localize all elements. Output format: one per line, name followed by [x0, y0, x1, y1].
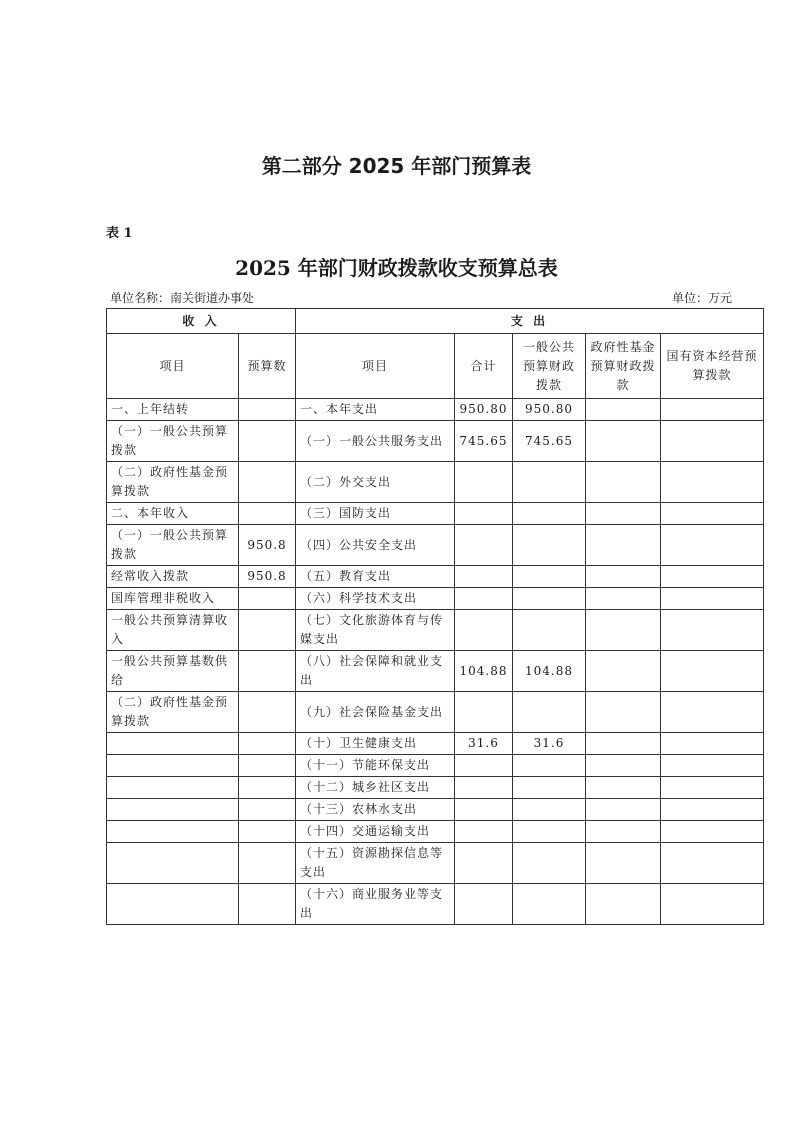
- income-item-cell: （二）政府性基金预算拨款: [107, 462, 239, 503]
- state-capital-cell: [661, 843, 764, 884]
- total-cell: [455, 503, 513, 525]
- income-item-header: 项目: [107, 334, 239, 399]
- state-capital-cell: [661, 755, 764, 777]
- expense-item-cell: （十二）城乡社区支出: [296, 777, 455, 799]
- total-cell: [455, 692, 513, 733]
- table-row: [107, 588, 764, 610]
- total-cell: [455, 610, 513, 651]
- fund-budget-cell: [586, 651, 661, 692]
- general-budget-cell: [513, 821, 586, 843]
- expense-item-header: 项目: [296, 334, 455, 399]
- fund-budget-cell: [586, 566, 661, 588]
- total-cell: [455, 566, 513, 588]
- table-row: [107, 799, 764, 821]
- fund-budget-cell: [586, 503, 661, 525]
- table-row: [107, 610, 764, 651]
- general-budget-header: 一般公共预算财政拨款: [513, 334, 586, 399]
- income-amount-cell: [239, 733, 296, 755]
- fund-budget-cell: [586, 692, 661, 733]
- expense-item-cell: （九）社会保险基金支出: [296, 692, 455, 733]
- state-capital-cell: [661, 692, 764, 733]
- general-budget-cell: 104.88: [513, 651, 586, 692]
- general-budget-cell: [513, 777, 586, 799]
- general-budget-cell: [513, 462, 586, 503]
- fund-budget-header: 政府性基金预算财政拨款: [586, 334, 661, 399]
- general-budget-cell: 950.80: [513, 399, 586, 421]
- income-item-cell: （一）一般公共预算拨款: [107, 525, 239, 566]
- general-budget-cell: 745.65: [513, 421, 586, 462]
- total-cell: 950.80: [455, 399, 513, 421]
- income-item-cell: 二、本年收入: [107, 503, 239, 525]
- general-budget-cell: [513, 566, 586, 588]
- income-item-cell: [107, 821, 239, 843]
- fund-budget-cell: [586, 777, 661, 799]
- income-amount-cell: 950.8: [239, 566, 296, 588]
- table-row: [107, 525, 764, 566]
- total-header: 合计: [455, 334, 513, 399]
- income-amount-cell: [239, 462, 296, 503]
- income-amount-cell: [239, 755, 296, 777]
- table-row: [107, 421, 764, 462]
- fund-budget-cell: [586, 733, 661, 755]
- total-cell: [455, 588, 513, 610]
- table-row: [107, 462, 764, 503]
- general-budget-cell: [513, 884, 586, 925]
- fund-budget-cell: [586, 421, 661, 462]
- fund-budget-cell: [586, 884, 661, 925]
- income-amount-cell: [239, 884, 296, 925]
- state-capital-cell: [661, 651, 764, 692]
- total-cell: 104.88: [455, 651, 513, 692]
- general-budget-cell: [513, 610, 586, 651]
- income-item-cell: 经常收入拨款: [107, 566, 239, 588]
- fund-budget-cell: [586, 821, 661, 843]
- expense-item-cell: （八）社会保障和就业支出: [296, 651, 455, 692]
- income-amount-cell: [239, 503, 296, 525]
- income-item-cell: （二）政府性基金预算拨款: [107, 692, 239, 733]
- state-capital-cell: [661, 733, 764, 755]
- total-cell: [455, 755, 513, 777]
- expense-item-cell: （六）科学技术支出: [296, 588, 455, 610]
- general-budget-cell: 31.6: [513, 733, 586, 755]
- table-row: [107, 692, 764, 733]
- state-capital-cell: [661, 566, 764, 588]
- group-header-row: [107, 309, 764, 334]
- income-amount-header: 预算数: [239, 334, 296, 399]
- table-row: [107, 651, 764, 692]
- fund-budget-cell: [586, 525, 661, 566]
- table-row: [107, 843, 764, 884]
- income-amount-cell: [239, 399, 296, 421]
- expense-item-cell: （十六）商业服务业等支出: [296, 884, 455, 925]
- income-item-cell: [107, 884, 239, 925]
- table-row: [107, 566, 764, 588]
- state-capital-cell: [661, 821, 764, 843]
- table-body: [107, 399, 764, 925]
- income-group-header: 收 入: [107, 309, 296, 334]
- income-item-cell: 国库管理非税收入: [107, 588, 239, 610]
- fund-budget-cell: [586, 843, 661, 884]
- state-capital-cell: [661, 462, 764, 503]
- income-amount-cell: [239, 821, 296, 843]
- fund-budget-cell: [586, 462, 661, 503]
- total-cell: [455, 525, 513, 566]
- expense-item-cell: （十四）交通运输支出: [296, 821, 455, 843]
- table-row: [107, 884, 764, 925]
- income-item-cell: 一般公共预算清算收入: [107, 610, 239, 651]
- expense-item-cell: （十）卫生健康支出: [296, 733, 455, 755]
- income-item-cell: [107, 843, 239, 884]
- general-budget-cell: [513, 843, 586, 884]
- general-budget-cell: [513, 755, 586, 777]
- expense-item-cell: （四）公共安全支出: [296, 525, 455, 566]
- table-label: 表 1: [106, 226, 133, 241]
- income-amount-cell: [239, 421, 296, 462]
- income-amount-cell: [239, 799, 296, 821]
- income-item-cell: [107, 799, 239, 821]
- expense-item-cell: 一、本年支出: [296, 399, 455, 421]
- expense-item-cell: （一）一般公共服务支出: [296, 421, 455, 462]
- state-capital-cell: [661, 525, 764, 566]
- state-capital-header: 国有资本经营预算拨款: [661, 334, 764, 399]
- income-item-cell: [107, 733, 239, 755]
- expense-item-cell: （十五）资源勘探信息等支出: [296, 843, 455, 884]
- total-cell: 745.65: [455, 421, 513, 462]
- state-capital-cell: [661, 399, 764, 421]
- income-item-cell: [107, 777, 239, 799]
- total-cell: [455, 799, 513, 821]
- income-amount-cell: 950.8: [239, 525, 296, 566]
- table-row: [107, 777, 764, 799]
- total-cell: [455, 821, 513, 843]
- general-budget-cell: [513, 799, 586, 821]
- state-capital-cell: [661, 588, 764, 610]
- fund-budget-cell: [586, 588, 661, 610]
- state-capital-cell: [661, 610, 764, 651]
- income-item-cell: （一）一般公共预算拨款: [107, 421, 239, 462]
- expense-item-cell: （五）教育支出: [296, 566, 455, 588]
- general-budget-cell: [513, 692, 586, 733]
- total-cell: [455, 843, 513, 884]
- fund-budget-cell: [586, 755, 661, 777]
- fund-budget-cell: [586, 610, 661, 651]
- income-amount-cell: [239, 651, 296, 692]
- part-title: 第二部分 2025 年部门预算表: [261, 154, 532, 178]
- income-item-cell: [107, 755, 239, 777]
- income-amount-cell: [239, 588, 296, 610]
- expense-item-cell: （七）文化旅游体育与传媒支出: [296, 610, 455, 651]
- income-item-cell: 一般公共预算基数供给: [107, 651, 239, 692]
- fund-budget-cell: [586, 399, 661, 421]
- table-row: [107, 821, 764, 843]
- expense-item-cell: （十三）农林水支出: [296, 799, 455, 821]
- expense-item-cell: （三）国防支出: [296, 503, 455, 525]
- column-header-row: [107, 334, 764, 399]
- state-capital-cell: [661, 884, 764, 925]
- expense-item-cell: （二）外交支出: [296, 462, 455, 503]
- state-capital-cell: [661, 421, 764, 462]
- table-row: [107, 503, 764, 525]
- table-row: [107, 755, 764, 777]
- state-capital-cell: [661, 777, 764, 799]
- table-row: [107, 733, 764, 755]
- unit-measure: 单位：万元: [671, 291, 732, 305]
- general-budget-cell: [513, 503, 586, 525]
- unit-name: 单位名称：南关街道办事处: [110, 291, 255, 305]
- table-title: 2025 年部门财政拨款收支预算总表: [235, 256, 558, 280]
- income-amount-cell: [239, 777, 296, 799]
- general-budget-cell: [513, 525, 586, 566]
- total-cell: [455, 884, 513, 925]
- table-row: [107, 399, 764, 421]
- fund-budget-cell: [586, 799, 661, 821]
- general-budget-cell: [513, 588, 586, 610]
- state-capital-cell: [661, 503, 764, 525]
- total-cell: [455, 777, 513, 799]
- total-cell: [455, 462, 513, 503]
- expense-group-header: 支 出: [296, 309, 764, 334]
- expense-item-cell: （十一）节能环保支出: [296, 755, 455, 777]
- total-cell: 31.6: [455, 733, 513, 755]
- income-item-cell: 一、上年结转: [107, 399, 239, 421]
- income-amount-cell: [239, 692, 296, 733]
- budget-table: [106, 308, 764, 925]
- income-amount-cell: [239, 843, 296, 884]
- income-amount-cell: [239, 610, 296, 651]
- state-capital-cell: [661, 799, 764, 821]
